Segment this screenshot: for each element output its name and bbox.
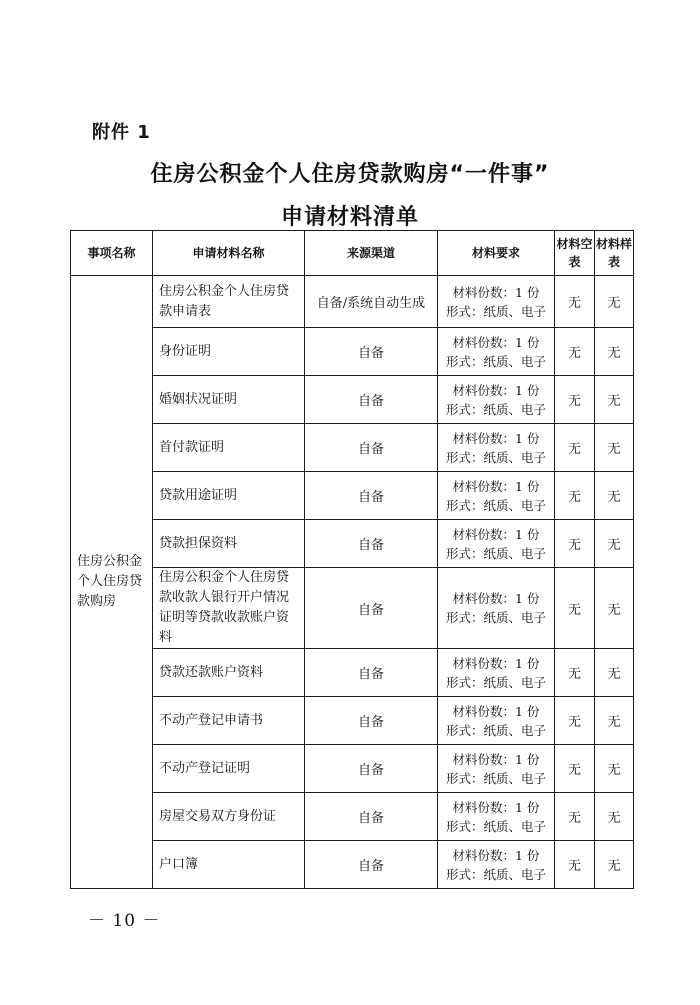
- table-row: [71, 376, 634, 424]
- source-cell: 自备: [305, 472, 438, 520]
- sample-form-cell: 无: [595, 649, 634, 697]
- blank-form-cell: 无: [555, 793, 595, 841]
- source-cell: 自备: [305, 841, 438, 889]
- source-cell: 自备: [305, 649, 438, 697]
- requirement-cell: [438, 745, 555, 793]
- materials-table: [70, 230, 634, 889]
- table-row: [71, 697, 634, 745]
- table-row: [71, 276, 634, 328]
- header-material-name: 申请材料名称: [153, 231, 305, 276]
- blank-form-cell: 无: [555, 568, 595, 649]
- source-cell: 自备/系统自动生成: [305, 276, 438, 328]
- requirement-form: 形式：纸质、电子: [445, 401, 546, 417]
- material-name-cell: 贷款担保资料: [153, 520, 305, 568]
- sample-form-cell: 无: [595, 376, 634, 424]
- table-row: [71, 520, 634, 568]
- requirement-cell: [438, 376, 555, 424]
- requirement-form: 形式：纸质、电子: [445, 818, 546, 834]
- requirement-cell: [438, 841, 555, 889]
- table-row: [71, 424, 634, 472]
- header-blank-form: 材料空表: [555, 231, 595, 276]
- requirement-copies: 材料份数：1 份: [452, 526, 540, 542]
- sample-form-cell: 无: [595, 841, 634, 889]
- requirement-form: 形式：纸质、电子: [445, 866, 546, 882]
- requirement-form: 形式：纸质、电子: [445, 303, 546, 319]
- requirement-copies: 材料份数：1 份: [452, 478, 540, 494]
- table-row: [71, 328, 634, 376]
- blank-form-cell: 无: [555, 649, 595, 697]
- requirement-copies: 材料份数：1 份: [452, 847, 540, 863]
- requirement-cell: [438, 568, 555, 649]
- requirement-copies: 材料份数：1 份: [452, 799, 540, 815]
- requirement-copies: 材料份数：1 份: [452, 703, 540, 719]
- material-name-cell: 贷款用途证明: [153, 472, 305, 520]
- sample-form-cell: 无: [595, 276, 634, 328]
- material-name-cell: 不动产登记证明: [153, 745, 305, 793]
- document-title: 住房公积金个人住房贷款购房“一件事”: [150, 162, 550, 187]
- requirement-copies: 材料份数：1 份: [452, 334, 540, 350]
- blank-form-cell: 无: [555, 697, 595, 745]
- requirement-copies: 材料份数：1 份: [452, 655, 540, 671]
- requirement-cell: [438, 472, 555, 520]
- requirement-form: 形式：纸质、电子: [445, 610, 546, 625]
- source-cell: 自备: [305, 697, 438, 745]
- requirement-copies: 材料份数：1 份: [452, 751, 540, 767]
- material-name-cell: 身份证明: [153, 328, 305, 376]
- source-cell: 自备: [305, 376, 438, 424]
- sample-form-cell: 无: [595, 697, 634, 745]
- requirement-copies: 材料份数：1 份: [452, 591, 540, 606]
- table-row: [71, 793, 634, 841]
- material-name-cell: 住房公积金个人住房贷款收款人银行开户情况证明等贷款收款账户资料: [153, 568, 305, 649]
- header-matter: 事项名称: [71, 231, 153, 276]
- source-cell: 自备: [305, 424, 438, 472]
- requirement-form: 形式：纸质、电子: [445, 770, 546, 786]
- table-row: [71, 649, 634, 697]
- header-source: 来源渠道: [305, 231, 438, 276]
- requirement-cell: [438, 328, 555, 376]
- sample-form-cell: 无: [595, 745, 634, 793]
- table-row: [71, 745, 634, 793]
- material-name-cell: 婚姻状况证明: [153, 376, 305, 424]
- material-name-cell: 不动产登记申请书: [153, 697, 305, 745]
- source-cell: 自备: [305, 745, 438, 793]
- requirement-cell: [438, 424, 555, 472]
- table-row: [71, 568, 634, 649]
- requirement-form: 形式：纸质、电子: [445, 545, 546, 561]
- requirement-copies: 材料份数：1 份: [452, 382, 540, 398]
- requirement-form: 形式：纸质、电子: [445, 497, 546, 513]
- requirement-form: 形式：纸质、电子: [445, 353, 546, 369]
- requirement-cell: [438, 276, 555, 328]
- blank-form-cell: 无: [555, 424, 595, 472]
- material-name-cell: 房屋交易双方身份证: [153, 793, 305, 841]
- attachment-label: 附件 1: [92, 122, 151, 143]
- source-cell: 自备: [305, 568, 438, 649]
- requirement-form: 形式：纸质、电子: [445, 722, 546, 738]
- table-header-row: [71, 231, 634, 276]
- requirement-form: 形式：纸质、电子: [445, 449, 546, 465]
- requirement-cell: [438, 697, 555, 745]
- source-cell: 自备: [305, 520, 438, 568]
- material-name-cell: 首付款证明: [153, 424, 305, 472]
- requirement-cell: [438, 520, 555, 568]
- page-number: － 10 －: [88, 911, 161, 931]
- requirement-cell: [438, 649, 555, 697]
- blank-form-cell: 无: [555, 472, 595, 520]
- material-name-cell: 住房公积金个人住房贷款申请表: [153, 276, 305, 328]
- header-sample-form: 材料样表: [595, 231, 634, 276]
- table-row: [71, 472, 634, 520]
- requirement-copies: 材料份数：1 份: [452, 430, 540, 446]
- requirement-cell: [438, 793, 555, 841]
- sample-form-cell: 无: [595, 793, 634, 841]
- source-cell: 自备: [305, 793, 438, 841]
- sample-form-cell: 无: [595, 520, 634, 568]
- sample-form-cell: 无: [595, 328, 634, 376]
- blank-form-cell: 无: [555, 276, 595, 328]
- blank-form-cell: 无: [555, 745, 595, 793]
- material-name-cell: 户口簿: [153, 841, 305, 889]
- sample-form-cell: 无: [595, 472, 634, 520]
- requirement-form: 形式：纸质、电子: [445, 674, 546, 690]
- source-cell: 自备: [305, 328, 438, 376]
- blank-form-cell: 无: [555, 328, 595, 376]
- matter-name-cell: 住房公积金个人住房贷款购房: [71, 276, 153, 889]
- sample-form-cell: 无: [595, 424, 634, 472]
- table-row: [71, 841, 634, 889]
- blank-form-cell: 无: [555, 376, 595, 424]
- blank-form-cell: 无: [555, 841, 595, 889]
- document-subtitle: 申请材料清单: [280, 205, 419, 230]
- sample-form-cell: 无: [595, 568, 634, 649]
- requirement-copies: 材料份数：1 份: [452, 284, 540, 300]
- blank-form-cell: 无: [555, 520, 595, 568]
- header-requirement: 材料要求: [438, 231, 555, 276]
- material-name-cell: 贷款还款账户资料: [153, 649, 305, 697]
